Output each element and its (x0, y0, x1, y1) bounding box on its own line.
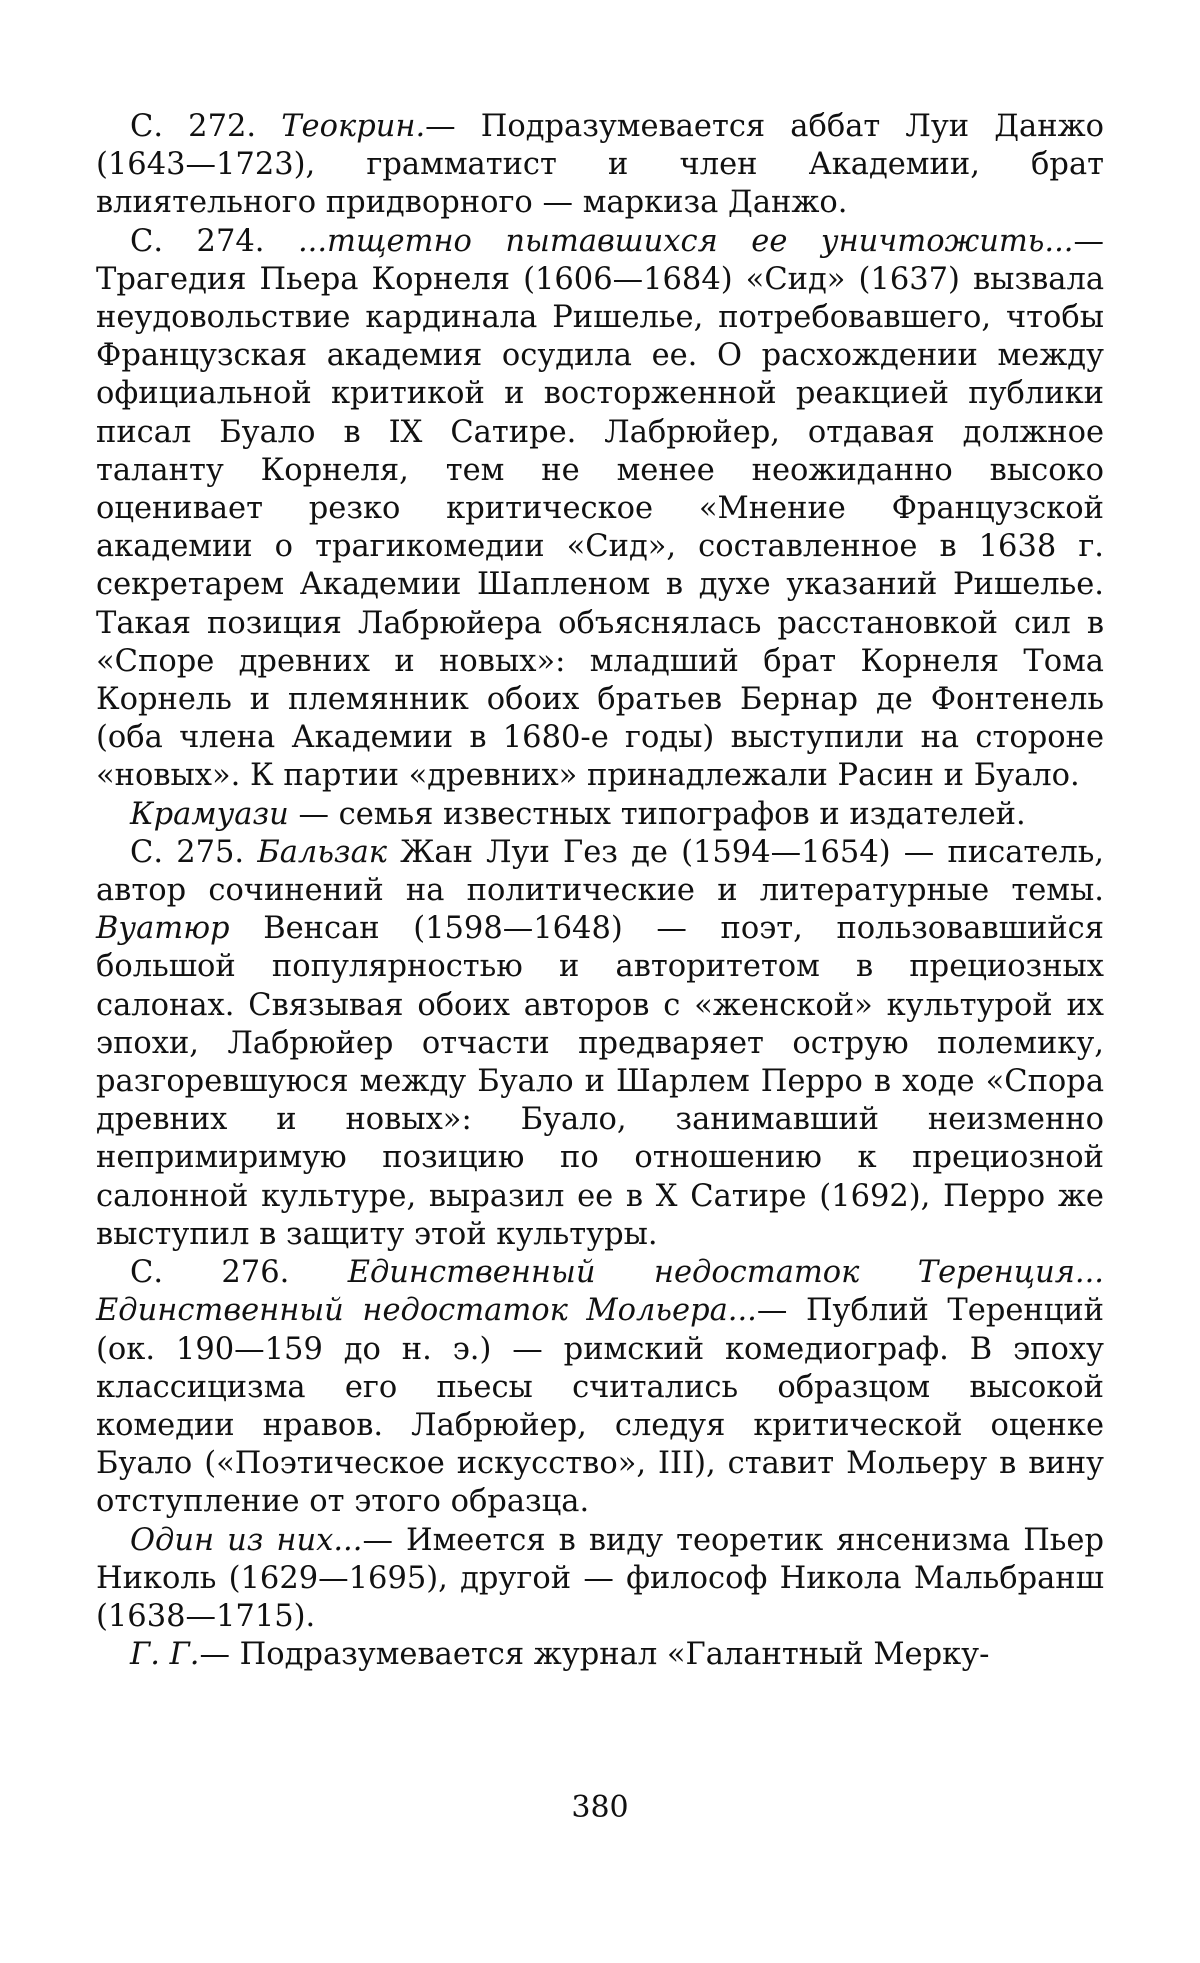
note-paragraph-1 (96, 108, 1104, 223)
note-paragraph-2 (96, 223, 1104, 796)
note-paragraph-5 (96, 1254, 1104, 1521)
note-paragraph-4 (96, 834, 1104, 1254)
note-paragraph-7 (96, 1636, 1104, 1674)
note-italic-1: Теокрин. (281, 109, 426, 144)
notes-text-block (96, 108, 1104, 1674)
note-paragraph-3 (96, 796, 1104, 834)
note-italic-3: Крамуази (130, 796, 289, 832)
note-text-6: — Имеется в виду теоретик янсенизма Пьер Николь (1629—1695), другой — философ Никола Мальбранш (1638—1715). (96, 1522, 1104, 1634)
note-italic-6: Один из них... (130, 1522, 363, 1558)
note-text-1: — Подразумевается аббат Луи Данжо (1643—1723), грамматист и член Академии, брат влиятельного придворного — маркиза Данжо. (96, 109, 1104, 221)
note-lead-4: С. 275. (130, 834, 258, 870)
note-text-4b: Венсан (1598—1648) — поэт, пользовавшийся большой популярностью и авторитетом в прециозных салонах. Связывая обоих авторов с «женской» культурой их эпохи, Лабрюйер отчасти предваряет острую полемику, разгоревшуюся между Буало и Шарлем Перро в ходе «Спора древних и новых»: Буало, занимавший неизменно непримиримую позицию по отношению к прециозной салонной культуре, выразил ее в X Сатире (1692), Перро же выступил в защиту этой культуры. (96, 911, 1104, 1252)
note-italic-5: Единственный недостаток Теренция... Единственный недостаток Мольера... (96, 1255, 1104, 1329)
note-text-2: — Трагедия Пьера Корнеля (1606—1684) «Сид» (1637) вызвала неудовольствие кардинала Ришелье, потребовавшего, чтобы Французская академия осудила ее. О расхождении между официальной критикой и восторженной реакцией публики писал Буало в IX Сатире. Лабрюйер, отдавая должное таланту Корнеля, тем не менее неожиданно высоко оценивает резко критическое «Мнение Французской академии о трагикомедии «Сид», составленное в 1638 г. секретарем Академии Шапленом в духе указаний Ришелье. Такая позиция Лабрюйера объяснялась расстановкой сил в «Споре древних и новых»: младший брат Корнеля Тома Корнель и племянник обоих братьев Бернар де Фонтенель (оба члена Академии в 1680-е годы) выступили на стороне «новых». К партии «древних» принадлежали Расин и Буало. (96, 223, 1104, 794)
note-lead-1: С. 272. (130, 109, 282, 144)
page-number: 380 (571, 1790, 629, 1825)
note-italic-2: ...тщетно пытавшихся ее уничтожить... (297, 223, 1074, 259)
note-text-4: Жан Луи Гез де (1594—1654) — писатель, автор сочинений на политические и литературные темы. (96, 834, 1104, 909)
note-lead-5: С. 276. (130, 1255, 348, 1291)
note-paragraph-6 (96, 1522, 1104, 1637)
note-text-3: — семья известных типографов и издателей. (288, 796, 1026, 832)
note-text-5: — Публий Теренций (ок. 190—159 до н. э.) — римский комедиограф. В эпоху классицизма его пьесы считались образцом высокой комедии нравов. Лабрюйер, следуя критической оценке Буало («Поэтическое искусство», III), ставит Мольеру в вину отступление от этого образца. (96, 1293, 1104, 1520)
note-italic-4b: Вуатюр (96, 911, 230, 947)
note-text-7: — Подразумевается журнал «Галантный Мерку- (199, 1637, 990, 1673)
note-italic-4: Бальзак (257, 834, 387, 870)
note-lead-2: С. 274. (130, 223, 298, 259)
note-italic-7: Г. Г. (130, 1637, 200, 1673)
